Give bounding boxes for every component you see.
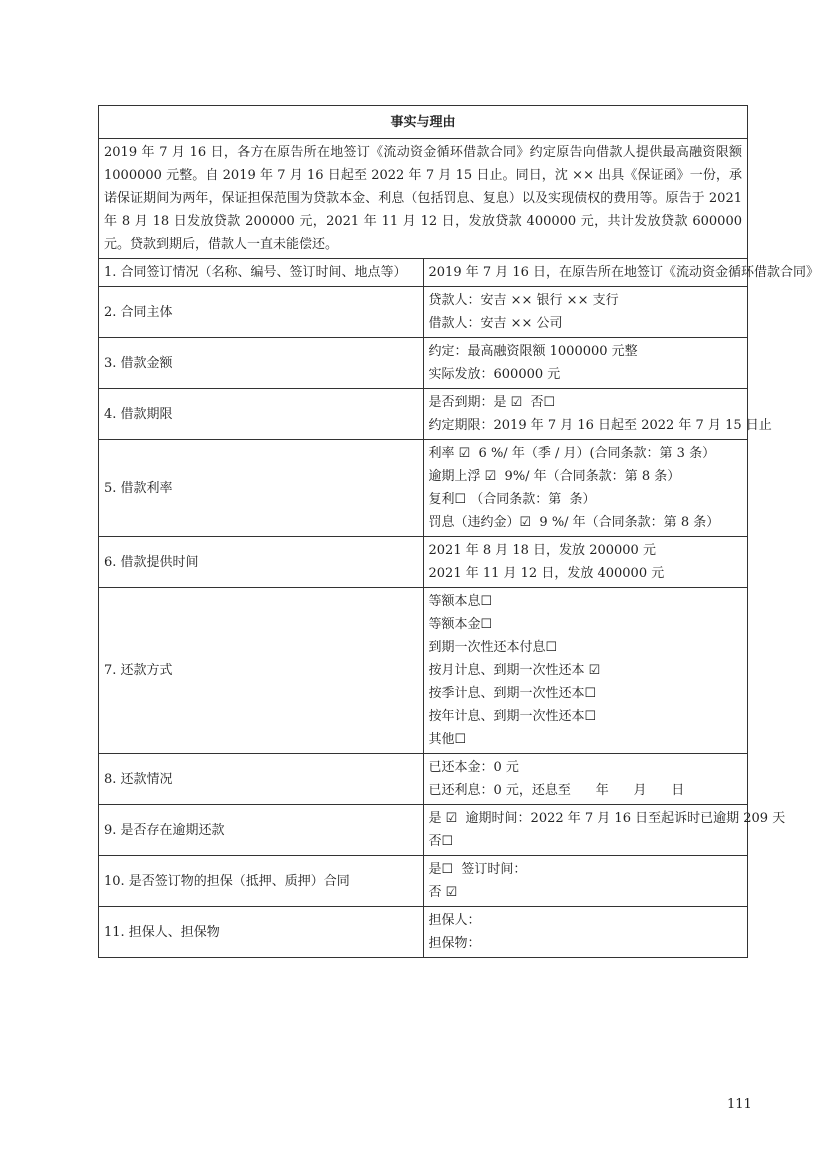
- row-content: [423, 754, 748, 805]
- row-line: 否 ☑: [428, 885, 458, 900]
- table-row: [99, 440, 748, 537]
- row-label: 10. 是否签订物的担保（抵押、质押）合同: [99, 856, 424, 907]
- row-line: 担保物：: [428, 936, 481, 951]
- row-line: 已还利息：0 元，还息至 年 月 日: [428, 783, 685, 798]
- table-row: [99, 856, 748, 907]
- fact-reason-table: [98, 105, 820, 958]
- row-line: 已还本金：0 元: [428, 760, 519, 775]
- table-row: [99, 537, 748, 588]
- row-line: 担保人：: [428, 913, 481, 928]
- row-content: [423, 440, 748, 537]
- table-row: [99, 389, 748, 440]
- row-content: [423, 805, 786, 856]
- row-content: [423, 907, 748, 958]
- row-label: 1. 合同签订情况（名称、编号、签订时间、地点等）: [99, 259, 424, 287]
- table-row: [99, 907, 748, 958]
- row-label: 2. 合同主体: [99, 287, 424, 338]
- row-line: 2021 年 11 月 12 日，发放 400000 元: [428, 566, 665, 581]
- row-label: 11. 担保人、担保物: [99, 907, 424, 958]
- row-label: 6. 借款提供时间: [99, 537, 424, 588]
- row-content: [423, 588, 748, 754]
- row-line: 等额本金☐: [428, 617, 493, 632]
- row-line: 贷款人：安吉 ×× 银行 ×× 支行: [428, 293, 619, 308]
- page-number: 111: [727, 1097, 752, 1112]
- table-row: [99, 754, 748, 805]
- row-content: [423, 856, 748, 907]
- row-line: 按季计息、到期一次性还本☐: [428, 686, 597, 701]
- row-line: 复利☐ （合同条款：第 条）: [428, 492, 596, 507]
- table-row: [99, 338, 748, 389]
- row-label: 9. 是否存在逾期还款: [99, 805, 424, 856]
- row-label: 3. 借款金额: [99, 338, 424, 389]
- row-line: 2019 年 7 月 16 日，在原告所在地签订《流动资金循环借款合同》: [428, 265, 820, 280]
- row-content: [423, 537, 748, 588]
- table-row: [99, 287, 748, 338]
- row-line: 约定期限：2019 年 7 月 16 日起至 2022 年 7 月 15 日止: [428, 418, 772, 433]
- row-line: 逾期上浮 ☑ 9%/ 年（合同条款：第 8 条）: [428, 469, 681, 484]
- row-line: 是否到期：是 ☑ 否☐: [428, 395, 556, 410]
- fact-description: 2019 年 7 月 16 日，各方在原告所在地签订《流动资金循环借款合同》约定原告向借款人提供最高融资限额 1000000 元整。自 2019 年 7 月 16 日起至 2022 年 7 月 15 日止。同日，沈 ×× 出具《保证函》一份，承诺保证期间为两年，保证担保范围为贷款本金、利息（包括罚息、复息）以及实现债权的费用等。原告于 2021 年 8 月 18 日发放贷款 200000 元，2021 年 11 月 12 日，发放贷款 400000 元，共计发放贷款 600000 元。贷款到期后，借款人一直未能偿还。: [99, 139, 748, 259]
- row-content: [423, 389, 772, 440]
- table-row: [99, 259, 748, 287]
- row-line: 是☐ 签订时间：: [428, 862, 527, 877]
- row-line: 其他☐: [428, 732, 467, 747]
- row-line: 约定：最高融资限额 1000000 元整: [428, 344, 638, 359]
- row-label: 5. 借款利率: [99, 440, 424, 537]
- table-row: [99, 588, 748, 754]
- row-line: 到期一次性还本付息☐: [428, 640, 558, 655]
- row-line: 等额本息☐: [428, 594, 493, 609]
- row-line: 按年计息、到期一次性还本☐: [428, 709, 597, 724]
- table-row: [99, 805, 748, 856]
- row-line: 实际发放：600000 元: [428, 367, 561, 382]
- row-line: 2021 年 8 月 18 日，发放 200000 元: [428, 543, 656, 558]
- row-line: 按月计息、到期一次性还本 ☑: [428, 663, 601, 678]
- row-label: 8. 还款情况: [99, 754, 424, 805]
- row-line: 否☐: [428, 834, 454, 849]
- row-content: [423, 338, 748, 389]
- row-line: 是 ☑ 逾期时间：2022 年 7 月 16 日至起诉时已逾期 209 天: [428, 811, 786, 826]
- table-title: 事实与理由: [99, 106, 748, 139]
- row-line: 借款人：安吉 ×× 公司: [428, 316, 563, 331]
- row-content: [423, 259, 820, 287]
- row-content: [423, 287, 748, 338]
- row-label: 4. 借款期限: [99, 389, 424, 440]
- row-label: 7. 还款方式: [99, 588, 424, 754]
- row-line: 利率 ☑ 6 %/ 年（季 / 月）(合同条款：第 3 条）: [428, 446, 716, 461]
- row-line: 罚息（违约金）☑ 9 %/ 年（合同条款：第 8 条）: [428, 515, 720, 530]
